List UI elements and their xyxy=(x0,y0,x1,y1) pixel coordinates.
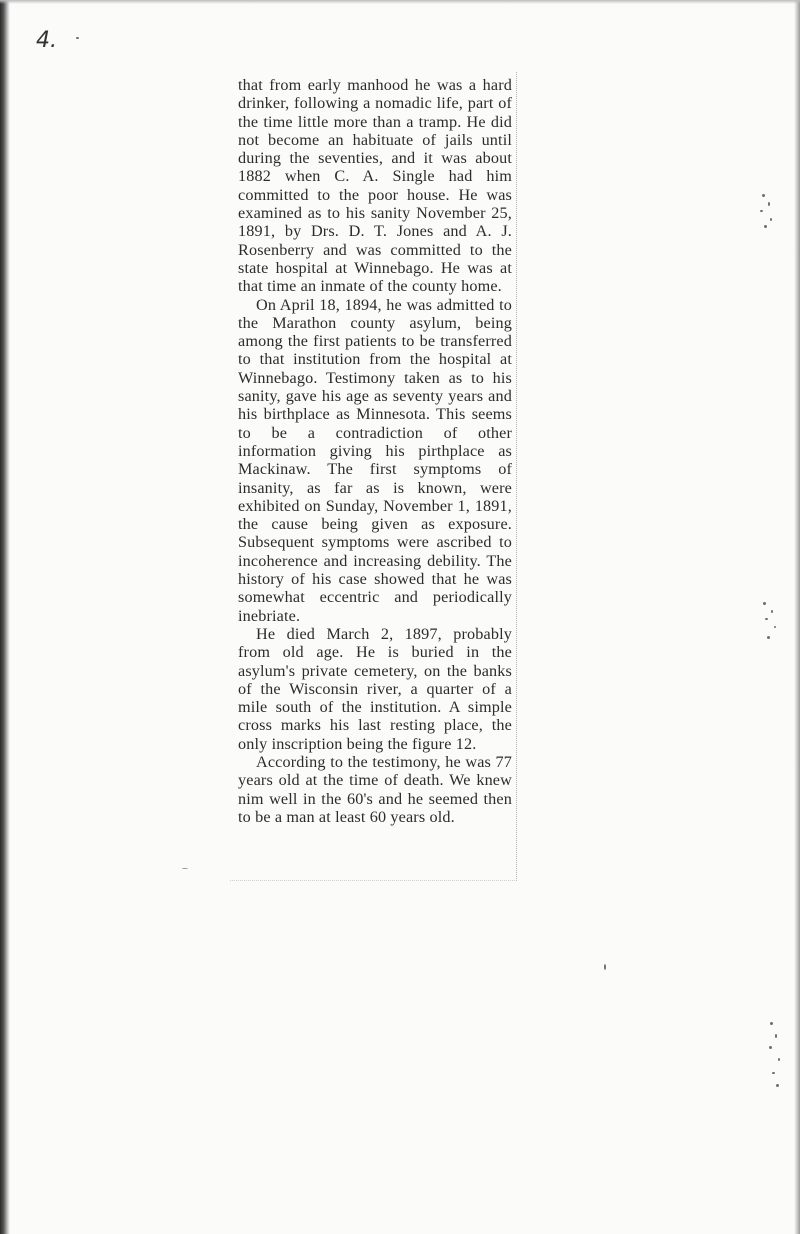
dust-speck xyxy=(778,1058,780,1061)
dust-speck xyxy=(772,1072,775,1074)
dust-speck xyxy=(762,194,765,197)
dust-speck xyxy=(767,636,770,639)
dust-speck xyxy=(769,1046,772,1049)
dust-speck xyxy=(774,626,776,628)
dust-speck xyxy=(76,37,79,39)
dust-speck xyxy=(765,618,768,620)
dust-speck xyxy=(771,610,773,613)
scan-shadow-left xyxy=(0,0,10,1234)
article-paragraph-4: According to the testimony, he was 77 years old at the time of death. We knew nim well in the 60's and he seemed then to be a man at least 60 years old. xyxy=(238,752,512,826)
dust-speck-cluster-bottom xyxy=(766,1022,796,1094)
dust-speck xyxy=(604,964,606,970)
article-paragraph-2: On April 18, 1894, he was admitted to the Marathon county asylum, being among the first patients to be transferred to that institution from the hospital at Winnebago. Testimony taken as to his sanity, gave his age as seventy years and his birthplace as Minnesota. This seems to be a contradiction of other information giving his pirthplace as Mackinaw. The first symptoms of insanity, as far as is known, were exhibited on Sunday, November 1, 1891, the cause being given as exposure. Subsequent symptoms were ascribed to incoherence and increasing debility. The history of his case showed that he was somewhat eccentric and periodically inebriate. xyxy=(238,295,512,625)
dust-speck xyxy=(775,1034,777,1038)
article-paragraph-1: that from early manhood he was a hard drinker, following a nomadic life, part of the time little more than a tramp. He did not become an habituate of jails until during the seventies, and it was about 1882 when C. A. Single had him committed to the poor house. He was examined as to his sanity November 25, 1891, by Drs. D. T. Jones and A. J. Rosenberry and was committed to the state hospital at Winnebago. He was at that time an inmate of the county home. xyxy=(238,76,512,296)
dust-speck xyxy=(764,225,767,228)
dust-speck xyxy=(770,218,772,221)
handwritten-page-number: 4. xyxy=(36,28,57,53)
dust-speck xyxy=(770,1022,773,1025)
dust-speck xyxy=(760,210,763,212)
dust-speck xyxy=(768,202,770,206)
dust-speck xyxy=(763,602,766,605)
newspaper-clipping-text xyxy=(238,76,512,826)
dust-speck xyxy=(776,1084,779,1087)
scan-shadow-top xyxy=(0,0,800,4)
dust-speck-cluster-middle xyxy=(760,602,790,646)
article-paragraph-3: He died March 2, 1897, probably from old age. He is buried in the asylum's private cemetery, on the banks of the Wisconsin river, a quarter of a mile south of the institution. A simple cross marks his last resting place, the only inscription being the figure 12. xyxy=(238,624,512,753)
dust-speck xyxy=(182,868,188,869)
dust-speck-cluster-top xyxy=(758,192,788,232)
